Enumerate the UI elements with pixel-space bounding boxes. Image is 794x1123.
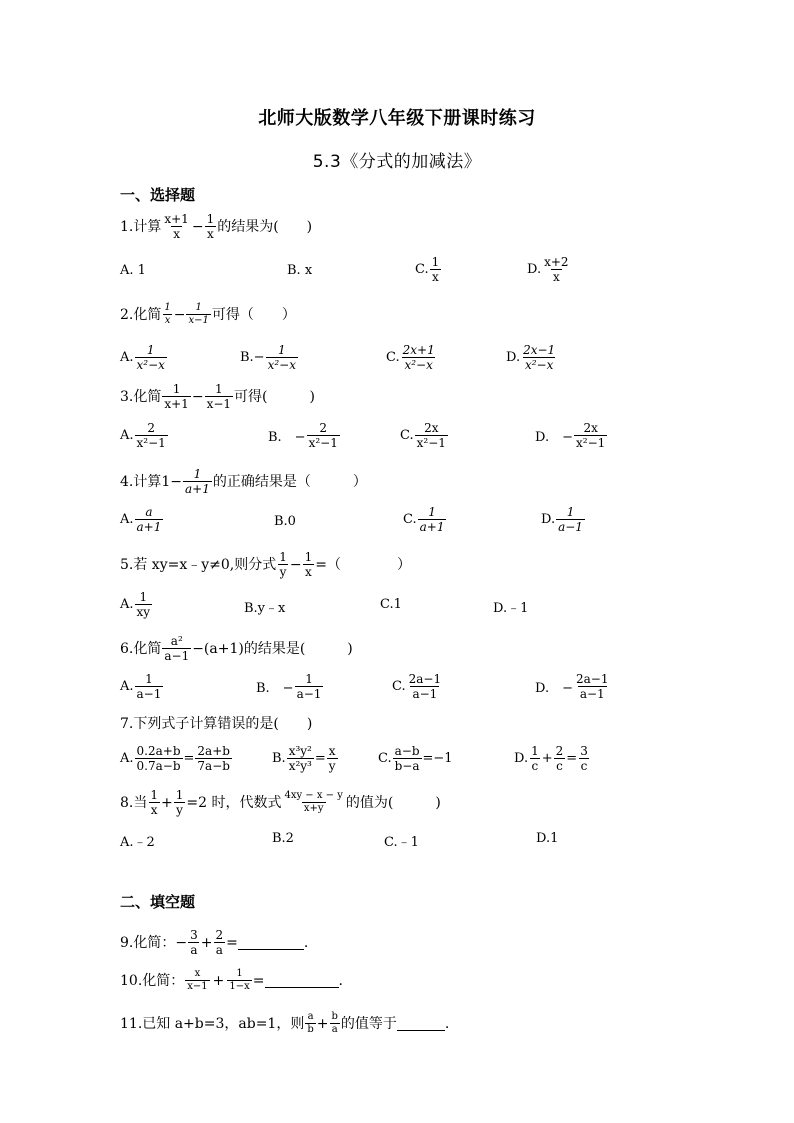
page-title: 北师大版数学八年级下册课时练习 <box>258 108 536 129</box>
question-10 <box>120 968 343 993</box>
q10-answer-blank[interactable] <box>265 973 339 988</box>
q7-option-c: C. $\frac{a-b}{b-a}$ =−1 <box>378 744 453 773</box>
q5-operator: − <box>289 556 302 573</box>
question-5 <box>120 550 411 579</box>
q5-option-b: B.y﹣x <box>244 601 286 616</box>
q9-fraction-2: $\frac{2}{a}$ <box>215 928 224 957</box>
q5-fraction-2: $\frac{1}{x}$ <box>304 550 313 579</box>
q4-option-c: C. $\frac{1}{a+1}$ <box>403 505 445 534</box>
q1-suffix: 的结果为( ) <box>217 218 313 235</box>
q6-option-a: A. $\frac{1}{a-1}$ <box>120 672 162 701</box>
question-2 <box>120 302 296 327</box>
q8-suffix: 的值为( ) <box>345 794 441 811</box>
q11-prefix: 11.已知 a+b=3，ab=1，则 <box>120 1015 305 1032</box>
question-11 <box>120 1011 449 1036</box>
q5-suffix: =（ ） <box>315 556 411 573</box>
q5-option-c: C.1 <box>380 597 402 612</box>
q8-option-a: A.﹣2 <box>120 835 155 850</box>
q4-option-d: D. $\frac{1}{a-1}$ <box>541 505 583 534</box>
q8-fraction-2: $\frac{1}{y}$ <box>175 788 184 817</box>
q4-prefix: 4.计算1− <box>120 473 182 490</box>
q1-option-a: A. 1 <box>120 263 146 278</box>
q2-option-a: A. $\frac{1}{\text{x²−x}}$ <box>120 343 165 372</box>
q10-operator: + <box>212 972 225 989</box>
q3-fraction-1: $\frac{1}{x+1}$ <box>164 382 189 411</box>
q3-option-d: D. − $\frac{2x}{\text{x²−1}}$ <box>535 421 606 450</box>
q10-equals: = <box>252 972 265 989</box>
question-3 <box>120 382 315 411</box>
q5-prefix: 5.若 xy=x﹣y≠0,则分式 <box>120 556 277 573</box>
q3-option-a: A. $\frac{2}{\text{x²−1}}$ <box>120 421 166 450</box>
q5-option-d: D.﹣1 <box>493 601 529 616</box>
q8-option-d: D.1 <box>536 831 559 846</box>
q8-middle-text: =2 时，代数式 <box>186 794 282 811</box>
q9-equals: = <box>226 934 238 951</box>
q11-suffix: 的值等于 <box>340 1015 397 1032</box>
q11-period: . <box>444 1015 450 1032</box>
page-subtitle: 5.3《分式的加减法》 <box>312 152 482 172</box>
q6-fraction: $\frac{\text{a²}}{a-1}$ <box>164 634 190 663</box>
q11-fraction-1: $\frac{a}{b}$ <box>307 1011 314 1035</box>
q7-option-d: D. $\frac{1}{c}$ + $\frac{2}{c}$ = $\frac{3}{c}$ <box>514 744 588 773</box>
q8-option-b: B.2 <box>272 831 294 846</box>
q3-fraction-2: $\frac{1}{x-1}$ <box>206 382 232 411</box>
q2-option-d: D. $\frac{2x-1}{\text{x²−x}}$ <box>506 343 556 372</box>
q2-option-c: C. $\frac{2x+1}{\text{x²−x}}$ <box>386 343 435 372</box>
q2-option-b: B.− $\frac{1}{\text{x²−x}}$ <box>240 343 296 372</box>
q6-option-c: C. $\frac{2a-1}{a-1}$ <box>392 672 442 701</box>
q1-option-d: D. $\frac{x+2}{x}$ <box>527 255 569 284</box>
q3-option-b: B. − $\frac{2}{\text{x²−1}}$ <box>268 421 338 450</box>
q1-fraction-2: $\frac{1}{x}$ <box>206 212 215 241</box>
q4-option-b: B.0 <box>274 514 296 529</box>
q2-fraction-2: $\frac{1}{x-1}$ <box>188 302 209 326</box>
q4-fraction: $\frac{1}{a+1}$ <box>185 467 210 496</box>
q6-suffix: −(a+1)的结果是( ) <box>192 640 353 657</box>
question-1 <box>120 212 312 241</box>
q10-prefix: 10.化简： <box>120 972 185 989</box>
q11-operator: + <box>316 1015 329 1032</box>
q6-prefix: 6.化简 <box>120 640 162 657</box>
q2-prefix: 2.化简 <box>120 306 162 323</box>
question-6 <box>120 634 353 663</box>
question-9 <box>120 928 308 957</box>
q10-fraction-1: $\frac{x}{x-1}$ <box>187 968 208 992</box>
section-heading-choice: 一、选择题 <box>120 186 196 204</box>
q2-fraction-1: $\frac{1}{x}$ <box>164 302 171 326</box>
q9-answer-blank[interactable] <box>238 935 304 950</box>
q10-period: . <box>338 972 343 989</box>
q3-suffix: 可得( ) <box>234 388 315 405</box>
q11-answer-blank[interactable] <box>397 1016 445 1031</box>
q9-operator: + <box>200 934 213 951</box>
q2-operator: − <box>173 306 186 323</box>
q1-prefix: 1.计算 <box>120 218 162 235</box>
q6-option-d: D. − $\frac{2a-1}{a-1}$ <box>535 672 609 701</box>
q6-option-b: B. − $\frac{1}{a-1}$ <box>256 672 322 701</box>
q3-operator: − <box>191 388 204 405</box>
q9-period: . <box>303 934 309 951</box>
question-7: 7.下列式子计算错误的是( ) <box>120 716 313 732</box>
q8-fraction-1: $\frac{1}{x}$ <box>150 788 158 817</box>
q11-fraction-2: $\frac{b}{a}$ <box>331 1011 338 1035</box>
q1-operator: − <box>191 218 204 235</box>
q3-option-c: C. $\frac{2x}{\text{x²−1}}$ <box>400 421 446 450</box>
section-heading-fill: 二、填空题 <box>120 893 196 911</box>
question-8 <box>120 788 441 817</box>
q5-option-a: A. $\frac{1}{xy}$ <box>120 590 151 619</box>
q2-suffix: 可得（ ） <box>211 306 296 323</box>
q8-option-c: C.﹣1 <box>384 835 419 850</box>
q1-option-c: C. $\frac{1}{x}$ <box>415 255 440 284</box>
q3-prefix: 3.化简 <box>120 388 162 405</box>
q5-fraction-1: $\frac{1}{y}$ <box>279 550 287 579</box>
q4-suffix: 的正确结果是（ ） <box>212 473 367 490</box>
q8-operator: + <box>161 794 173 811</box>
q9-fraction-1: $\frac{3}{a}$ <box>190 928 198 957</box>
q8-fraction-3: $\frac{4xy - x - y}{x+y}$ <box>284 790 343 814</box>
q1-fraction-1: $\frac{x+1}{x}$ <box>164 212 189 241</box>
q4-option-a: A. $\frac{a}{a+1}$ <box>120 505 162 534</box>
question-4 <box>120 467 367 496</box>
q7-option-b: B. $\frac{\text{x³y²}}{\text{x²y³}}$ = $\frac{x}{y}$ <box>272 744 336 773</box>
q9-prefix: 9.化简：− <box>120 934 188 951</box>
q1-option-b: B. x <box>287 263 313 278</box>
q7-option-a: A. $\frac{0.2a+b}{0.7a-b}$ = $\frac{2a+b}{7a-b}$ <box>120 744 230 773</box>
q8-prefix: 8.当 <box>120 794 148 811</box>
q10-fraction-2: $\frac{1}{1-x}$ <box>229 968 250 992</box>
